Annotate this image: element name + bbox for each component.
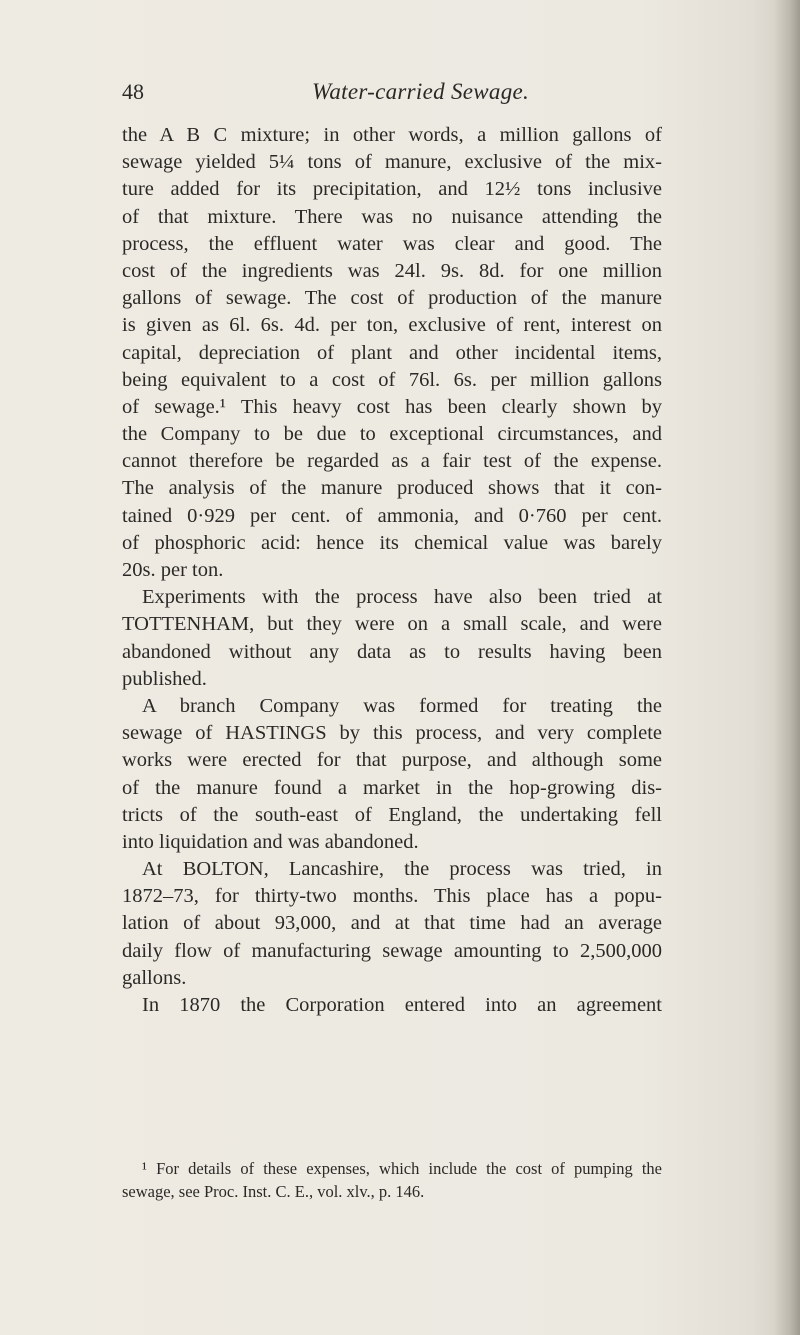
text-line: being equivalent to a cost of 76l. 6s. per million gallons (122, 368, 662, 391)
running-title: Water-carried Sewage. (312, 79, 530, 104)
footnotes (122, 1157, 662, 1203)
text-line: The analysis of the manure produced shows that it con- (122, 477, 662, 500)
text-line: the A B C mixture; in other words, a million gallons of (122, 124, 662, 146)
text-line: 20s. per ton. (122, 559, 224, 581)
text-line: cannot therefore be regarded as a fair test of the expense. (122, 450, 662, 473)
text-line: cost of the ingredients was 24l. 9s. 8d. for one million (122, 259, 662, 282)
text-line: into liquidation and was abandoned. (122, 830, 419, 853)
text-line: lation of about 93,000, and at that time had an average (122, 912, 662, 935)
running-head (122, 74, 658, 110)
text-line: 1872–73, for thirty-two months. This place has a popu- (122, 885, 662, 908)
text-line: gallons of sewage. The cost of production of the manure (122, 287, 662, 310)
text-line: A branch Company was formed for treating the (142, 694, 662, 717)
text-line: gallons. (122, 966, 187, 989)
text-line: of that mixture. There was no nuisance attending the (122, 205, 662, 228)
text-line: abandoned without any data as to results having been (122, 640, 662, 663)
text-line: of the manure found a market in the hop-growing dis- (122, 776, 662, 799)
text-line: is given as 6l. 6s. 4d. per ton, exclusive of rent, interest on (122, 314, 662, 337)
page-number: 48 (122, 79, 144, 104)
text-line: tained 0·929 per cent. of ammonia, and 0·760 per cent. (122, 504, 662, 527)
page-edge-shadow (774, 0, 800, 1335)
text-line: works were erected for that purpose, and although some (122, 749, 662, 772)
text-line: published. (122, 667, 207, 690)
text-line: daily flow of manufacturing sewage amounting to 2,500,000 (122, 939, 662, 962)
text-line: sewage yielded 5¼ tons of manure, exclusive of the mix- (122, 151, 662, 174)
footnote-line: ¹ For details of these expenses, which include the cost of pumping the (142, 1159, 662, 1178)
text-line: Experiments with the process have also been tried at (142, 586, 662, 609)
body-text (122, 122, 662, 1019)
text-line: sewage of HASTINGS by this process, and very complete (122, 722, 662, 745)
text-line: TOTTENHAM, but they were on a small scale, and were (122, 613, 662, 636)
text-line: tricts of the south-east of England, the undertaking fell (122, 803, 662, 826)
text-line: the Company to be due to exceptional circumstances, and (122, 423, 662, 446)
text-line: In 1870 the Corporation entered into an agreement (142, 994, 662, 1016)
text-line: process, the effluent water was clear and good. The (122, 232, 662, 255)
text-line: of sewage.¹ This heavy cost has been clearly shown by (122, 395, 662, 418)
text-line: of phosphoric acid: hence its chemical value was barely (122, 531, 662, 554)
text-line: ture added for its precipitation, and 12½ tons inclusive (122, 178, 662, 201)
text-line: At BOLTON, Lancashire, the process was tried, in (142, 858, 662, 881)
text-line: capital, depreciation of plant and other incidental items, (122, 341, 662, 364)
footnote-line: sewage, see Proc. Inst. C. E., vol. xlv., p. 146. (122, 1182, 425, 1201)
